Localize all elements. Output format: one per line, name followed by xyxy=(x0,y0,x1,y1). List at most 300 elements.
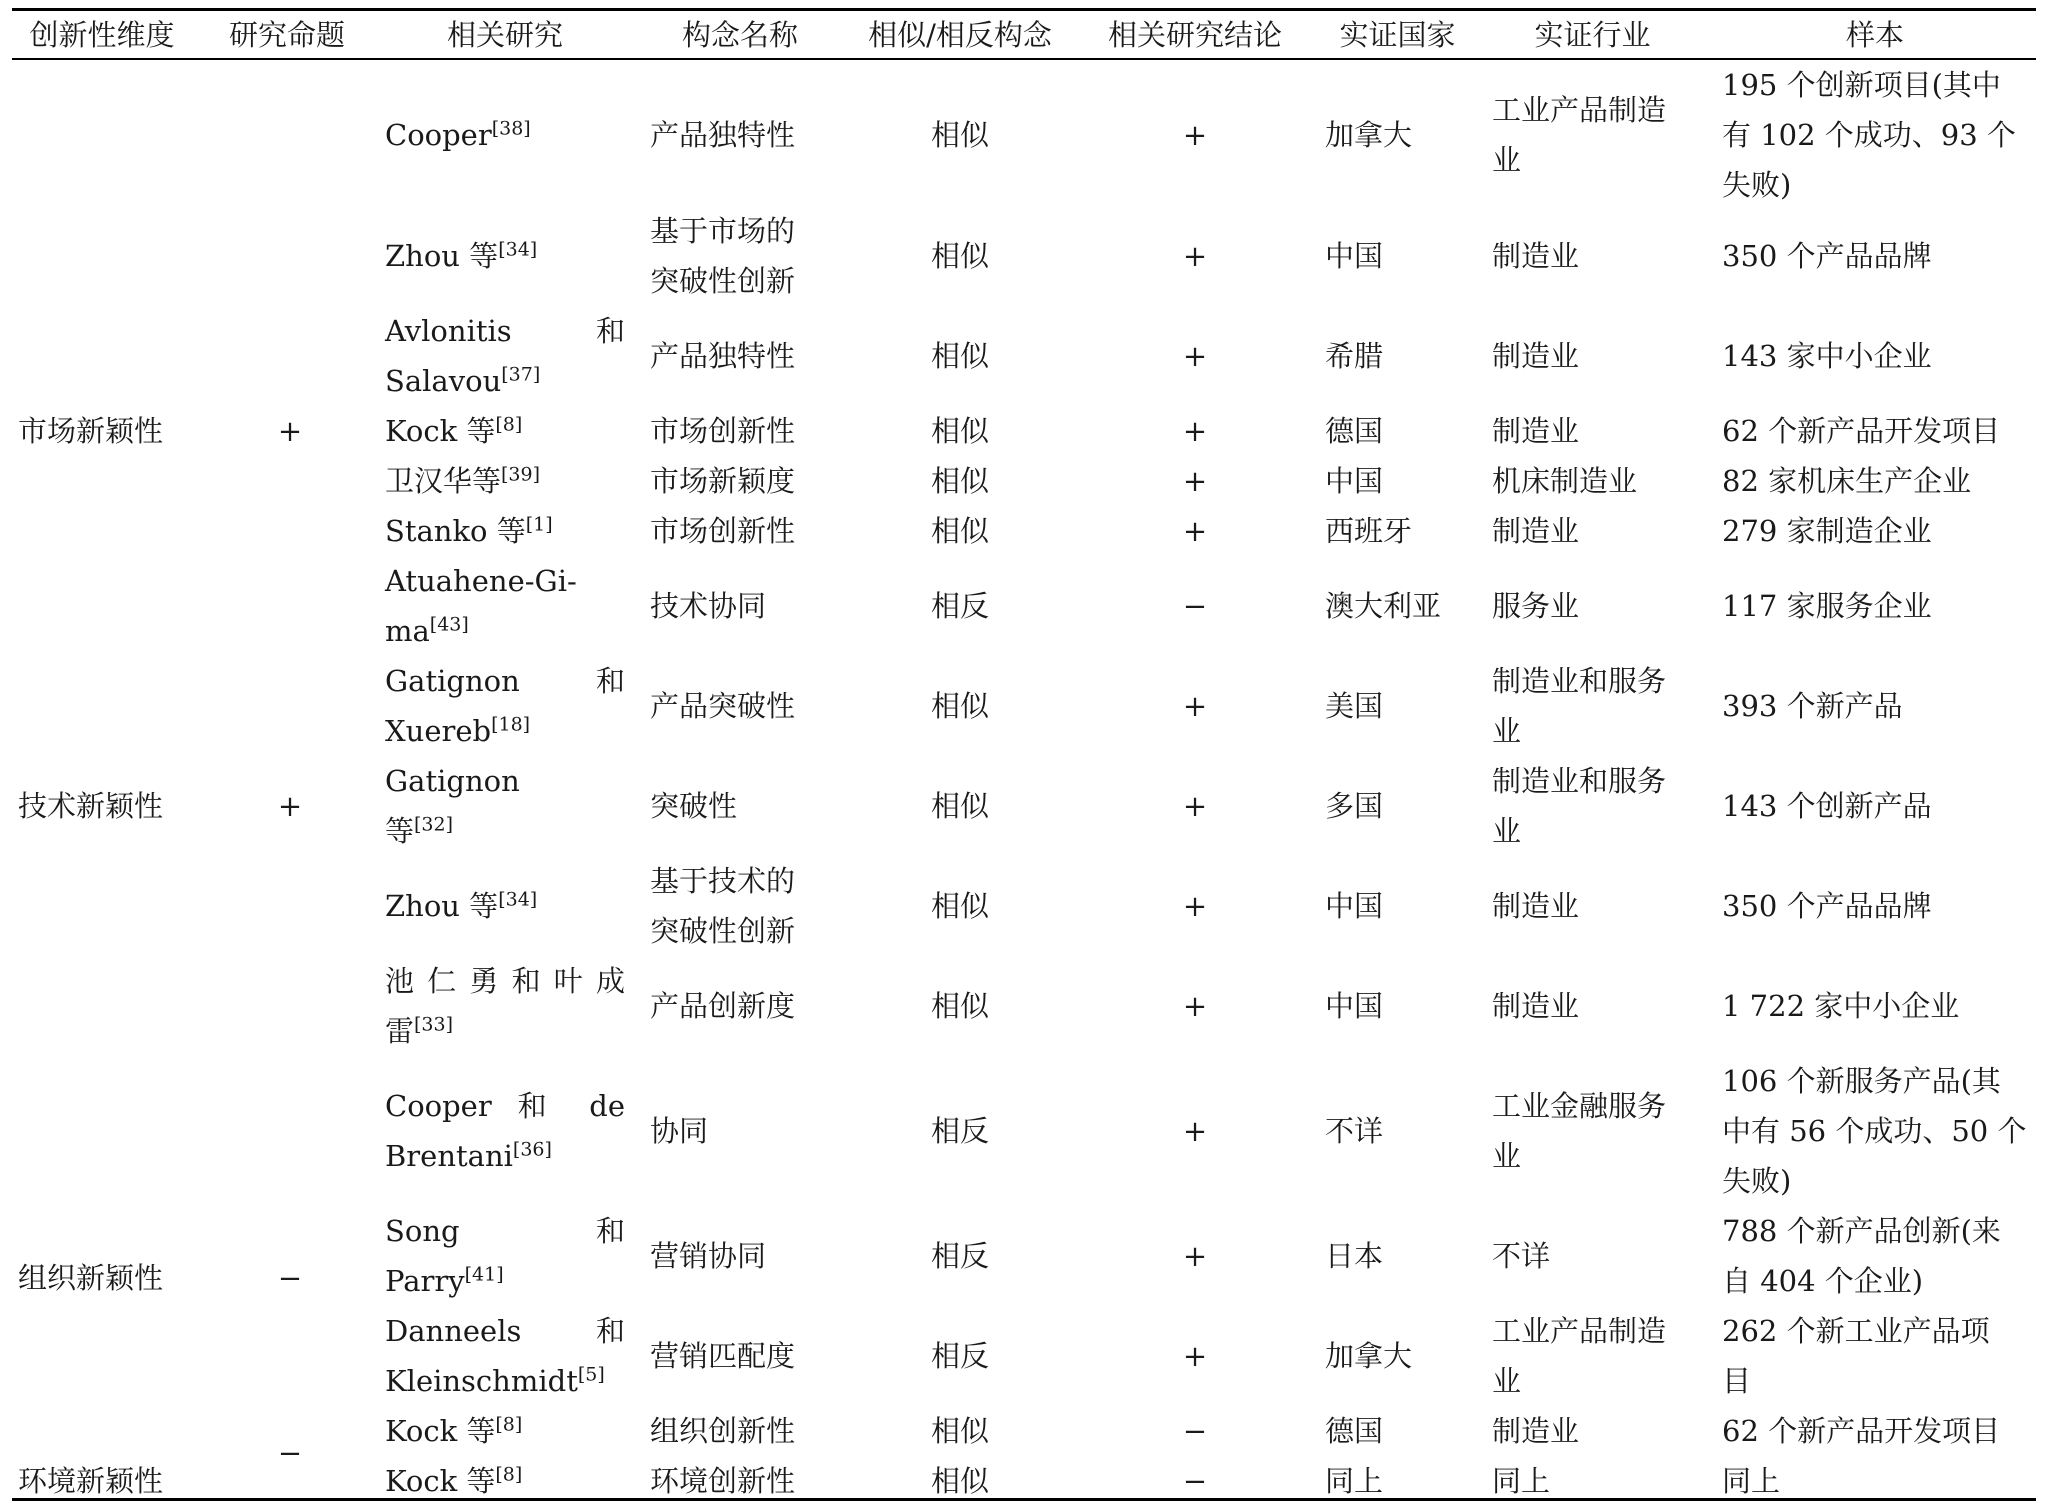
relation-cell xyxy=(905,110,1015,160)
industry-cell-line: 机床制造业 xyxy=(1492,464,1638,498)
citation-ref: [39] xyxy=(501,463,541,486)
construct-cell-line: 产品独特性 xyxy=(650,117,796,152)
study-line xyxy=(385,1256,635,1306)
industry-cell-line: 制造业和服务 xyxy=(1492,664,1667,698)
industry-cell xyxy=(1492,406,1712,456)
conclusion-cell-line: + xyxy=(1182,117,1208,152)
sample-cell xyxy=(1722,506,2032,556)
conclusion-cell xyxy=(1140,231,1250,281)
conclusion-cell xyxy=(1140,506,1250,556)
conclusion-cell xyxy=(1140,1106,1250,1156)
study-cell xyxy=(385,756,635,856)
conclusion-cell xyxy=(1140,406,1250,456)
industry-cell xyxy=(1492,506,1712,556)
dimension-cell: 环境新颖性 xyxy=(18,1464,164,1498)
conclusion-cell-line: + xyxy=(1182,689,1208,723)
sample-cell xyxy=(1722,456,2032,506)
relation-cell-line: 相反 xyxy=(930,1339,989,1373)
sample-cell-line: 失败) xyxy=(1722,1164,1792,1198)
citation-ref: [8] xyxy=(495,1413,523,1436)
industry-cell-line: 业 xyxy=(1492,714,1522,748)
citation-ref: [18] xyxy=(491,713,531,736)
study-text: Kock 等 xyxy=(385,414,496,448)
construct-cell xyxy=(650,1231,830,1281)
study-cell xyxy=(385,556,635,656)
conclusion-cell xyxy=(1140,781,1250,831)
industry-cell xyxy=(1492,85,1712,185)
study-cell xyxy=(385,881,635,931)
country-cell-line: 澳大利亚 xyxy=(1325,589,1442,623)
sample-cell-line: 同上 xyxy=(1722,1464,1781,1498)
industry-cell xyxy=(1492,1406,1712,1456)
sample-cell-line: 117 家服务企业 xyxy=(1722,589,1932,623)
industry-cell xyxy=(1492,881,1712,931)
relation-cell xyxy=(905,1456,1015,1506)
conclusion-cell-line: + xyxy=(1182,239,1208,273)
industry-cell xyxy=(1492,656,1712,756)
relation-cell-line: 相反 xyxy=(930,589,989,623)
relation-cell xyxy=(905,881,1015,931)
country-cell-line: 美国 xyxy=(1325,689,1384,723)
conclusion-cell xyxy=(1140,1231,1250,1281)
sample-cell-line: 82 家机床生产企业 xyxy=(1722,464,1972,498)
study-text: 等 xyxy=(385,814,415,848)
sample-cell-line: 279 家制造企业 xyxy=(1722,514,1932,548)
sample-cell-line: 中有 56 个成功、50 个 xyxy=(1722,1114,2027,1148)
country-cell xyxy=(1325,1456,1485,1506)
country-cell-line: 加拿大 xyxy=(1325,1339,1413,1373)
study-line xyxy=(385,306,625,356)
column-header: 研究命题 xyxy=(228,18,345,52)
study-cell xyxy=(385,1406,635,1456)
construct-cell xyxy=(650,981,830,1031)
study-line xyxy=(385,1206,625,1256)
construct-cell-line: 基于技术的 xyxy=(650,864,796,898)
sample-cell-line: 自 404 个企业) xyxy=(1722,1264,1924,1298)
conclusion-cell xyxy=(1140,681,1250,731)
conclusion-cell xyxy=(1140,1456,1250,1506)
country-cell xyxy=(1325,981,1485,1031)
citation-ref: [8] xyxy=(495,413,523,436)
construct-cell-line: 组织创新性 xyxy=(650,1414,796,1448)
study-text: 卫汉华等 xyxy=(385,464,502,498)
conclusion-cell-line: + xyxy=(1182,514,1208,548)
study-cell xyxy=(385,1081,635,1181)
relation-cell-line: 相似 xyxy=(930,1464,989,1498)
construct-cell-line: 产品突破性 xyxy=(650,689,796,723)
proposition-cell: − xyxy=(277,1261,303,1295)
sample-cell xyxy=(1722,406,2032,456)
sample-cell-line: 262 个新工业产品项 xyxy=(1722,1314,1990,1348)
country-cell-line: 中国 xyxy=(1325,989,1384,1023)
country-cell-line: 中国 xyxy=(1325,239,1384,273)
construct-cell xyxy=(650,1331,830,1381)
dimension-cell: 组织新颖性 xyxy=(18,1261,164,1295)
industry-cell-line: 业 xyxy=(1492,814,1522,848)
sample-cell xyxy=(1722,1306,2032,1406)
relation-cell-line: 相似 xyxy=(930,689,989,723)
conclusion-cell-line: + xyxy=(1182,889,1208,923)
sample-cell-line: 106 个新服务产品(其 xyxy=(1722,1064,2001,1098)
column-header: 样本 xyxy=(1845,18,1904,52)
sample-cell-line: 失败) xyxy=(1722,167,1792,202)
study-line xyxy=(385,1406,635,1456)
conclusion-cell-line: − xyxy=(1182,589,1208,623)
sample-cell-line: 350 个产品品牌 xyxy=(1722,889,1932,923)
sample-cell-line: 目 xyxy=(1722,1364,1752,1398)
sample-cell-line: 788 个新产品创新(来 xyxy=(1722,1214,2001,1248)
sample-cell-line: 有 102 个成功、93 个 xyxy=(1722,117,2016,152)
conclusion-cell-line: + xyxy=(1182,789,1208,823)
relation-cell-line: 相似 xyxy=(930,117,989,152)
conclusion-cell xyxy=(1140,981,1250,1031)
industry-cell-line: 服务业 xyxy=(1492,589,1580,623)
study-line xyxy=(385,506,635,556)
citation-ref: [34] xyxy=(498,888,538,911)
country-cell-line: 中国 xyxy=(1325,889,1384,923)
relation-cell-line: 相似 xyxy=(930,789,989,823)
citation-ref: [41] xyxy=(464,1263,504,1286)
construct-cell xyxy=(650,456,830,506)
conclusion-cell-line: + xyxy=(1182,1239,1208,1273)
column-header: 相关研究结论 xyxy=(1107,18,1282,52)
construct-cell xyxy=(650,1406,830,1456)
sample-cell xyxy=(1722,1406,2032,1456)
study-text: Kleinschmidt xyxy=(385,1364,578,1398)
column-header: 相似/相反构念 xyxy=(868,18,1052,52)
study-line xyxy=(385,756,635,806)
country-cell xyxy=(1325,1231,1485,1281)
industry-cell xyxy=(1492,1081,1712,1181)
study-line xyxy=(385,1306,625,1356)
sample-cell xyxy=(1722,781,2032,831)
study-text: Avlonitis 和 xyxy=(385,314,625,348)
construct-cell-line: 市场创新性 xyxy=(650,514,796,548)
relation-cell xyxy=(905,406,1015,456)
study-line xyxy=(385,706,635,756)
construct-cell xyxy=(650,581,830,631)
industry-cell xyxy=(1492,456,1712,506)
conclusion-cell xyxy=(1140,1406,1250,1456)
column-header: 构念名称 xyxy=(681,18,798,52)
study-text: Parry xyxy=(385,1264,465,1298)
sample-cell xyxy=(1722,60,2032,210)
industry-cell-line: 制造业 xyxy=(1492,339,1580,373)
relation-cell xyxy=(905,456,1015,506)
relation-cell xyxy=(905,1331,1015,1381)
country-cell xyxy=(1325,110,1485,160)
industry-cell-line: 工业金融服务 xyxy=(1492,1089,1667,1123)
country-cell-line: 加拿大 xyxy=(1325,117,1413,152)
study-line xyxy=(385,556,635,606)
study-cell xyxy=(385,456,635,506)
study-line xyxy=(385,1081,625,1131)
column-header: 相关研究 xyxy=(446,18,563,52)
industry-cell xyxy=(1492,1231,1712,1281)
conclusion-cell-line: − xyxy=(1182,1414,1208,1448)
relation-cell xyxy=(905,1231,1015,1281)
conclusion-cell xyxy=(1140,456,1250,506)
study-line xyxy=(385,881,635,931)
citation-ref: [38] xyxy=(491,116,531,139)
study-line xyxy=(385,1006,635,1056)
industry-cell xyxy=(1492,756,1712,856)
proposition-cell: − xyxy=(277,1436,303,1470)
study-text: Kock 等 xyxy=(385,1464,496,1498)
sample-cell-line: 195 个创新项目(其中 xyxy=(1722,67,2001,102)
study-text: Zhou 等 xyxy=(385,889,499,923)
relation-cell-line: 相似 xyxy=(930,514,989,548)
construct-cell-line: 市场创新性 xyxy=(650,414,796,448)
construct-cell xyxy=(650,781,830,831)
relation-cell xyxy=(905,506,1015,556)
study-line xyxy=(385,606,635,656)
country-cell-line: 同上 xyxy=(1325,1464,1384,1498)
study-cell xyxy=(385,1456,635,1506)
study-line xyxy=(385,956,625,1006)
sample-cell-line: 143 个创新产品 xyxy=(1722,789,1932,823)
construct-cell-line: 营销匹配度 xyxy=(650,1339,796,1373)
relation-cell xyxy=(905,981,1015,1031)
sample-cell-line: 1 722 家中小企业 xyxy=(1722,989,1960,1023)
relation-cell-line: 相似 xyxy=(930,414,989,448)
country-cell-line: 日本 xyxy=(1325,1239,1384,1273)
relation-cell xyxy=(905,231,1015,281)
country-cell xyxy=(1325,1406,1485,1456)
study-text: 雷 xyxy=(385,1014,415,1048)
relation-cell xyxy=(905,1406,1015,1456)
study-line xyxy=(385,231,635,281)
relation-cell xyxy=(905,1106,1015,1156)
study-cell xyxy=(385,506,635,556)
sample-cell-line: 62 个新产品开发项目 xyxy=(1722,414,2001,448)
relation-cell xyxy=(905,331,1015,381)
study-text: Xuereb xyxy=(385,714,492,748)
study-line xyxy=(385,656,625,706)
proposition-cell: + xyxy=(277,414,303,448)
industry-cell xyxy=(1492,1306,1712,1406)
relation-cell-line: 相似 xyxy=(930,889,989,923)
citation-ref: [5] xyxy=(577,1363,605,1386)
study-line xyxy=(385,110,635,160)
country-cell-line: 德国 xyxy=(1325,1414,1384,1448)
sample-cell xyxy=(1722,331,2032,381)
conclusion-cell xyxy=(1140,331,1250,381)
construct-cell xyxy=(650,406,830,456)
industry-cell-line: 同上 xyxy=(1492,1464,1551,1498)
industry-cell-line: 工业产品制造 xyxy=(1492,1314,1667,1348)
study-cell xyxy=(385,1306,635,1406)
study-text: Cooper xyxy=(385,117,492,152)
dimension-cell: 市场新颖性 xyxy=(18,414,164,448)
country-cell xyxy=(1325,1106,1485,1156)
column-header: 创新性维度 xyxy=(29,18,175,52)
study-text: Atuahene-Gi- xyxy=(385,564,577,598)
study-cell xyxy=(385,110,635,160)
country-cell xyxy=(1325,506,1485,556)
relation-cell-line: 相反 xyxy=(930,1239,989,1273)
study-text: Song 和 xyxy=(385,1214,625,1248)
industry-cell-line: 制造业 xyxy=(1492,514,1580,548)
citation-ref: [32] xyxy=(414,813,454,836)
study-text: Danneels 和 xyxy=(385,1314,625,1348)
study-line xyxy=(385,356,635,406)
country-cell xyxy=(1325,406,1485,456)
construct-cell xyxy=(650,856,830,956)
industry-cell-line: 业 xyxy=(1492,142,1522,177)
study-cell xyxy=(385,1206,635,1306)
construct-cell xyxy=(650,1456,830,1506)
country-cell xyxy=(1325,681,1485,731)
country-cell-line: 中国 xyxy=(1325,464,1384,498)
study-text: Zhou 等 xyxy=(385,239,499,273)
sample-cell xyxy=(1722,981,2032,1031)
column-header: 实证行业 xyxy=(1534,18,1651,52)
citation-ref: [36] xyxy=(512,1138,552,1161)
sample-cell xyxy=(1722,231,2032,281)
country-cell xyxy=(1325,456,1485,506)
sample-cell-line: 393 个新产品 xyxy=(1722,689,1903,723)
country-cell-line: 多国 xyxy=(1325,789,1384,823)
industry-cell xyxy=(1492,331,1712,381)
construct-cell xyxy=(650,506,830,556)
country-cell xyxy=(1325,781,1485,831)
construct-cell-line: 技术协同 xyxy=(650,589,767,623)
relation-cell-line: 相似 xyxy=(930,989,989,1023)
relation-cell xyxy=(905,581,1015,631)
citation-ref: [37] xyxy=(501,363,541,386)
industry-cell-line: 制造业 xyxy=(1492,239,1580,273)
industry-cell xyxy=(1492,231,1712,281)
study-text: Salavou xyxy=(385,364,502,398)
study-cell xyxy=(385,306,635,406)
construct-cell xyxy=(650,681,830,731)
study-line xyxy=(385,1356,635,1406)
citation-ref: [34] xyxy=(498,238,538,261)
country-cell-line: 西班牙 xyxy=(1325,514,1413,548)
sample-cell xyxy=(1722,581,2032,631)
relation-cell-line: 相似 xyxy=(930,464,989,498)
citation-ref: [1] xyxy=(525,513,553,536)
study-line xyxy=(385,1131,635,1181)
sample-cell xyxy=(1722,1056,2032,1206)
country-cell-line: 希腊 xyxy=(1325,339,1384,373)
conclusion-cell xyxy=(1140,1331,1250,1381)
study-text: Kock 等 xyxy=(385,1414,496,1448)
sample-cell xyxy=(1722,1456,2032,1506)
relation-cell xyxy=(905,781,1015,831)
citation-ref: [8] xyxy=(495,1463,523,1486)
construct-cell-line: 环境创新性 xyxy=(650,1464,796,1498)
conclusion-cell xyxy=(1140,881,1250,931)
construct-cell-line: 产品独特性 xyxy=(650,339,796,373)
conclusion-cell-line: + xyxy=(1182,989,1208,1023)
sample-cell-line: 62 个新产品开发项目 xyxy=(1722,1414,2001,1448)
sample-cell-line: 143 家中小企业 xyxy=(1722,339,1932,373)
construct-cell-line: 协同 xyxy=(650,1114,709,1148)
country-cell-line: 不详 xyxy=(1325,1114,1384,1148)
study-cell xyxy=(385,656,635,756)
country-cell xyxy=(1325,231,1485,281)
study-line xyxy=(385,406,635,456)
study-cell xyxy=(385,956,635,1056)
relation-cell-line: 相似 xyxy=(930,239,989,273)
conclusion-cell xyxy=(1140,110,1250,160)
study-text: ma xyxy=(385,614,430,648)
study-text: 池仁勇和叶成 xyxy=(385,964,625,998)
column-header: 实证国家 xyxy=(1339,18,1456,52)
citation-ref: [33] xyxy=(414,1013,454,1036)
study-cell xyxy=(385,231,635,281)
conclusion-cell-line: + xyxy=(1182,464,1208,498)
country-cell xyxy=(1325,581,1485,631)
industry-cell xyxy=(1492,1456,1712,1506)
industry-cell xyxy=(1492,981,1712,1031)
conclusion-cell-line: − xyxy=(1182,1464,1208,1498)
industry-cell xyxy=(1492,581,1712,631)
industry-cell-line: 工业产品制造 xyxy=(1492,92,1667,127)
study-text: Stanko 等 xyxy=(385,514,526,548)
construct-cell-line: 营销协同 xyxy=(650,1239,767,1273)
study-line xyxy=(385,1456,635,1506)
industry-cell-line: 不详 xyxy=(1492,1239,1551,1273)
study-line xyxy=(385,456,635,506)
relation-cell-line: 相似 xyxy=(930,1414,989,1448)
country-cell xyxy=(1325,331,1485,381)
construct-cell-line: 基于市场的 xyxy=(650,214,796,248)
study-text: Brentani xyxy=(385,1139,513,1173)
sample-cell xyxy=(1722,681,2032,731)
proposition-cell: + xyxy=(277,789,303,823)
sample-cell xyxy=(1722,881,2032,931)
sample-cell xyxy=(1722,1206,2032,1306)
study-text: Cooper 和 de xyxy=(385,1089,625,1123)
industry-cell-line: 制造业 xyxy=(1492,989,1580,1023)
study-text: Gatignon 和 xyxy=(385,664,625,698)
industry-cell-line: 业 xyxy=(1492,1364,1522,1398)
construct-cell-line: 突破性 xyxy=(650,789,738,823)
industry-cell-line: 制造业和服务 xyxy=(1492,764,1667,798)
conclusion-cell-line: + xyxy=(1182,339,1208,373)
study-text: Gatignon xyxy=(385,764,520,798)
construct-cell xyxy=(650,1106,830,1156)
construct-cell-line: 产品创新度 xyxy=(650,989,796,1023)
study-cell xyxy=(385,406,635,456)
industry-cell-line: 制造业 xyxy=(1492,1414,1580,1448)
construct-cell xyxy=(650,331,830,381)
construct-cell xyxy=(650,110,830,160)
conclusion-cell-line: + xyxy=(1182,1339,1208,1373)
construct-cell-line: 突破性创新 xyxy=(650,914,796,948)
conclusion-cell-line: + xyxy=(1182,1114,1208,1148)
construct-cell xyxy=(650,206,830,306)
construct-cell-line: 市场新颖度 xyxy=(650,464,796,498)
conclusion-cell xyxy=(1140,581,1250,631)
industry-cell-line: 制造业 xyxy=(1492,414,1580,448)
sample-cell-line: 350 个产品品牌 xyxy=(1722,239,1932,273)
industry-cell-line: 业 xyxy=(1492,1139,1522,1173)
country-cell xyxy=(1325,1331,1485,1381)
relation-cell xyxy=(905,681,1015,731)
country-cell xyxy=(1325,881,1485,931)
relation-cell-line: 相反 xyxy=(930,1114,989,1148)
country-cell-line: 德国 xyxy=(1325,414,1384,448)
study-line xyxy=(385,806,635,856)
conclusion-cell-line: + xyxy=(1182,414,1208,448)
relation-cell-line: 相似 xyxy=(930,339,989,373)
construct-cell-line: 突破性创新 xyxy=(650,264,796,298)
industry-cell-line: 制造业 xyxy=(1492,889,1580,923)
